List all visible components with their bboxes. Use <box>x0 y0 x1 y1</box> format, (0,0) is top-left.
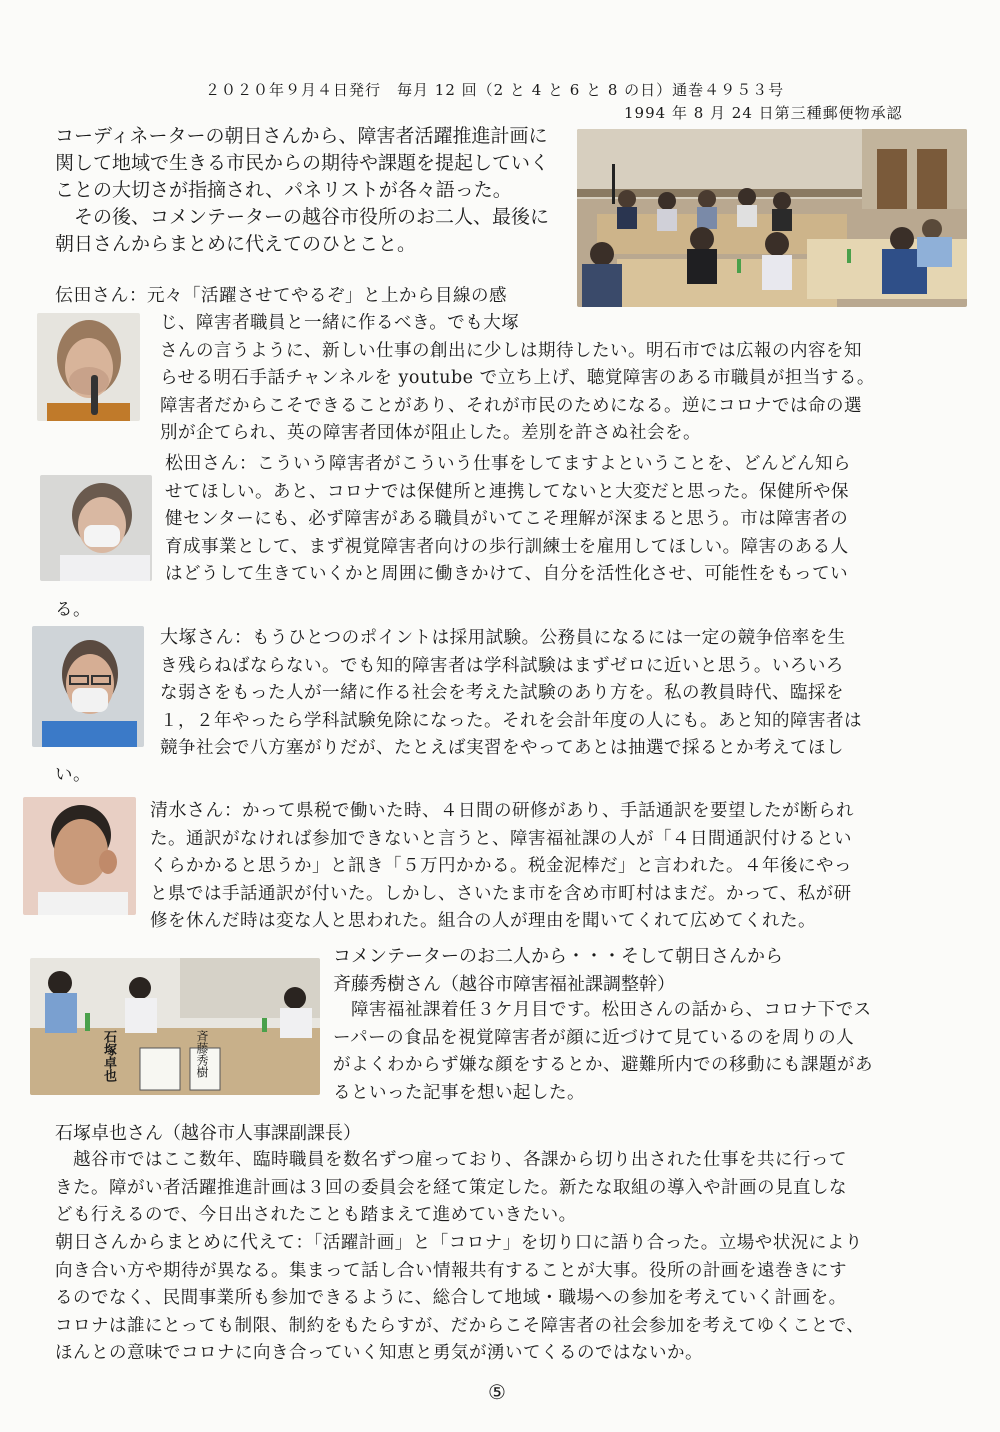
matsuda-portrait <box>40 475 152 581</box>
speaker-name: 朝日さんからまとめに代えて <box>55 1232 296 1253</box>
denda-line: じ、障害者職員と一緒に作るべき。でも大塚 <box>160 313 520 333</box>
intro-line: 関して地域で生きる市民からの期待や課題を提起していく <box>55 152 550 174</box>
saito-line: ーパーの食品を視覚障害者が顔に近づけて見ているのを周りの人 <box>333 1027 855 1048</box>
ishizuka-line: 越谷市ではここ数年、臨時職員を数名ずつ雇っており、各課から切り出された仕事を共に行って <box>55 1150 847 1170</box>
denda-portrait <box>37 313 140 421</box>
shimizu-portrait <box>23 797 136 915</box>
intro-paragraph <box>55 123 575 258</box>
matsuda-line: 健センターにも、必ず障害がある職員がいてこそ理解が深まると思う。市は障害者の <box>165 509 849 529</box>
asahi-line: るのでなく、民間事業所も参加できるように、総合して地域・職場への参加を考えていく計画を。 <box>55 1288 847 1308</box>
intro-line: その後、コメンテーターの越谷市役所のお二人、最後に <box>55 206 550 228</box>
commentators-heading: コメンテーターのお二人から・・・そして朝日さんから <box>333 946 783 967</box>
matsuda-line: はどうして生きていくかと周囲に働きかけて、自分を活性化させ、可能性をもってい <box>165 564 849 584</box>
otsuka-line: い。 <box>55 765 91 785</box>
otsuka-portrait <box>32 626 144 747</box>
denda-line: ：元々「活躍させてやるぞ」と上から目線の感 <box>129 286 507 306</box>
matsuda-line: る。 <box>55 600 91 620</box>
asahi-line: 向き合い方や期待が異なる。集まって話し合い情報共有することが大事。役所の計画を遠巻きにす <box>55 1260 847 1281</box>
saito-line: るといった記事を想い起した。 <box>333 1082 585 1103</box>
speaker-name: 松田さん <box>165 453 239 474</box>
otsuka-line: １，２年やったら学科試験免除になった。それを会計年度の人にも。あと知的障害者は <box>160 710 862 731</box>
denda-line: 別が企てられ、英の障害者団体が阻止した。差別を許さぬ社会を。 <box>160 423 702 443</box>
ishizuka-body <box>55 1147 955 1230</box>
ishizuka-name: 石塚卓也さん（越谷市人事課副課長） <box>55 1123 361 1144</box>
denda-body <box>160 310 950 448</box>
intro-line: コーディネーターの朝日さんから、障害者活躍推進計画に <box>55 125 548 147</box>
otsuka-line: 競争社会で八方塞がりだが、たとえば実習をやってあとは抽選で採るとか考えてほし <box>160 738 844 758</box>
saito-body <box>333 997 953 1107</box>
page-number: ⑤ <box>488 1380 506 1404</box>
nameplate-saito: 斉藤秀樹 <box>195 1030 209 1078</box>
otsuka-line: き残らねばならない。でも知的障害者は学科試験はまずゼロに近いと思う。いろいろ <box>160 655 844 676</box>
meeting-room-photo <box>577 129 967 307</box>
asahi-line: ：「活躍計画」と「コロナ」を切り口に語り合った。立場や状況により <box>295 1233 863 1253</box>
matsuda-tail <box>55 597 91 625</box>
ishizuka-line: きた。障がい者活躍推進計画は３回の委員会を経て策定した。新たな取組の導入や計画の見直しな <box>55 1177 847 1198</box>
otsuka-body <box>160 624 950 763</box>
shimizu-line: た。通訳がなければ参加できないと言うと、障害福祉課の人が「４日間通訳付けるとい <box>150 828 852 849</box>
shimizu-line: ：かって県税で働いた時、４日間の研修があり、手話通訳を要望したが断られ <box>224 801 854 821</box>
asahi-body <box>55 1229 955 1368</box>
postal-approval: 1994 年 8 月 24 日第三種郵便物承認 <box>624 104 903 122</box>
intro-line: 朝日さんからまとめに代えてのひとこと。 <box>55 233 417 255</box>
intro-line: ことの大切さが指摘され、パネリストが各々語った。 <box>55 179 512 201</box>
asahi-line: コロナは誰にとっても制限、制約をもたらすが、だからこそ障害者の社会参加を考えてゆくことで、 <box>55 1315 865 1336</box>
otsuka-line: な弱さをもった人が一緒に作る社会を考えた試験のあり方を。私の教員時代、臨採を <box>160 683 844 703</box>
speaker-name: 清水さん <box>150 800 224 821</box>
otsuka-line: ：もうひとつのポイントは採用試験。公務員になるには一定の競争倍率を生 <box>234 628 846 648</box>
speaker-name: 大塚さん <box>160 627 234 648</box>
shimizu-body <box>150 797 950 936</box>
speaker-name: 伝田さん <box>55 285 129 306</box>
matsuda-line: ：こういう障害者がこういう仕事をしてますよということを、どんどん知ら <box>239 454 851 474</box>
commentators-photo <box>30 958 320 1095</box>
shimizu-line: くらかかると思うか」と訊き「５万円かかる。税金泥棒だ」と言われた。４年後にやっ <box>150 856 852 876</box>
saito-line: がよくわからず嫌な顔をするとか、避難所内での移動にも課題があ <box>333 1055 873 1075</box>
saito-name: 斉藤秀樹さん（越谷市障害福祉課調整幹） <box>333 974 675 995</box>
matsuda-line: 育成事業として、まず視覚障害者向けの歩行訓練士を雇用してほしい。障害のある人 <box>165 536 849 557</box>
asahi-line: ほんとの意味でコロナに向き合っていく知恵と勇気が湧いてくるのではないか。 <box>55 1343 703 1363</box>
saito-line: 障害福祉課着任３ケ月目です。松田さんの話から、コロナ下でス <box>333 1000 872 1020</box>
denda-line: さんの言うように、新しい仕事の創出に少しは期待したい。明石市では広報の内容を知 <box>160 340 862 361</box>
otsuka-tail <box>55 762 91 790</box>
denda-line: 障害者だからこそできることがあり、それが市民のためになる。逆にコロナでは命の選 <box>160 395 862 416</box>
denda-line: らせる明石手話チャンネルを youtube で立ち上げ、聴覚障害のある市職員が担当する。 <box>160 368 875 388</box>
matsuda-line: せてほしい。あと、コロナでは保健所と連携してないと大変だと思った。保健所や保 <box>165 481 849 502</box>
ishizuka-line: ども行えるので、今日出されたことも踏まえて進めていきたい。 <box>55 1205 577 1225</box>
matsuda-body <box>165 450 955 589</box>
shimizu-line: と県では手話通訳が付いた。しかし、さいたま市を含め市町村はまだ。かって、私が研 <box>150 883 852 904</box>
shimizu-line: 修を休んだ時は変な人と思われた。組合の人が理由を聞いてくれて広めてくれた。 <box>150 911 816 931</box>
issue-line: ２０２０年９月４日発行 毎月 12 回（2 と 4 と 6 と 8 の日）通巻４９５３号 <box>205 81 785 99</box>
nameplate-ishizuka: 石塚卓也 <box>101 1030 116 1082</box>
denda-section <box>55 282 575 311</box>
